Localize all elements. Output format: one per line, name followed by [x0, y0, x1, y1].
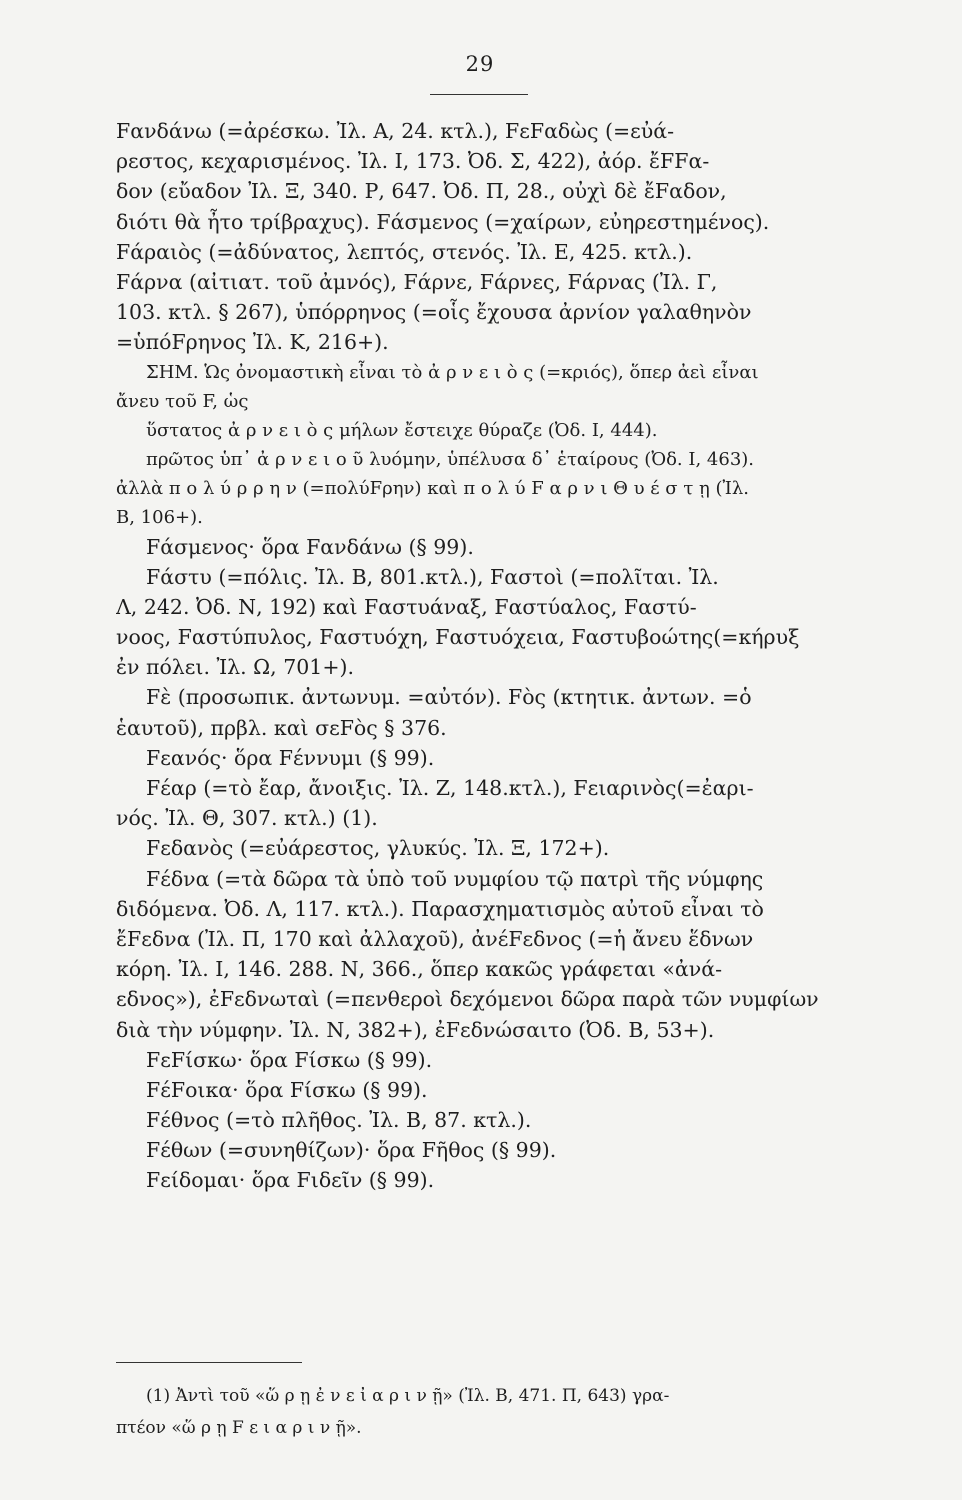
text-line: 103. κτλ. § 267), ὑπόρρηνος (=οἷς ἔχουσα ἀρνίον γαλαθηνὸν	[116, 300, 752, 325]
text-line: ἐν πόλει. Ἰλ. Ω, 701+).	[116, 655, 355, 680]
text-line: κόρη. Ἰλ. Ι, 146. 288. Ν, 366., ὅπερ κακῶς γράφεται «ἀνά-	[116, 957, 722, 982]
text-line: διότι θὰ ἦτο τρίβραχυς). Fάσμενος (=χαίρων, εὐηρεστημένος).	[116, 209, 770, 234]
text-line: διδόμενα. Ὀδ. Λ, 117. κτλ.). Παρασχηματισμὸς αὐτοῦ εἶναι τὸ	[116, 896, 764, 921]
text-line: ρεστος, κεχαρισμένος. Ἰλ. Ι, 173. Ὀδ. Σ, 422), ἀόρ. ἔFFα-	[116, 149, 710, 174]
footnote	[116, 1380, 846, 1444]
text-line: νός. Ἰλ. Θ, 307. κτλ.) (1).	[116, 806, 378, 831]
text-line: Fέαρ (=τὸ ἔαρ, ἄνοιξις. Ἰλ. Ζ, 148.κτλ.), Fειαρινὸς(=ἐαρι-	[146, 776, 754, 800]
text-line: Fέθνος (=τὸ πλῆθος. Ἰλ. Β, 87. κτλ.).	[146, 1108, 532, 1133]
text-line: FεFίσκω· ὅρα Fίσκω (§ 99).	[146, 1047, 433, 1072]
text-line: Λ, 242. Ὀδ. Ν, 192) καὶ Fαστυάναξ, Fαστύαλος, Fαστύ-	[116, 594, 697, 619]
text-line: ἑαυτοῦ), πρβλ. καὶ σεFὸς § 376.	[116, 715, 447, 740]
footnote-rule	[116, 1362, 302, 1363]
text-line: Fάραιὸς (=ἀδύνατος, λεπτός, στενός. Ἰλ. Ε, 425. κτλ.).	[116, 239, 693, 264]
dictionary-entries	[116, 116, 846, 1196]
text-line: διὰ τὴν νύμφην. Ἰλ. Ν, 382+), ἐFεδνώσαιτο (Ὀδ. Β, 53+).	[116, 1017, 715, 1042]
text-line: Fάσμενος· ὅρα Fανδάνω (§ 99).	[146, 534, 474, 559]
text-line: ἔFεδνα (Ἰλ. Π, 170 καὶ ἀλλαχοῦ), ἀνέFεδνος (=ἡ ἄνευ ἕδνων	[116, 926, 754, 951]
text-line: =ὑπόFρηνος Ἰλ. Κ, 216+).	[116, 330, 389, 355]
page-number: 29	[465, 52, 495, 76]
text-line: Fέθων (=συνηθίζων)· ὅρα Fῆθος (§ 99).	[146, 1138, 557, 1163]
footnote-line: (1) Ἀντὶ τοῦ «ὥ ρ ῃ ἐ ν ε ἰ α ρ ι ν ῇ» (Ἰλ. Β, 471. Π, 643) γρα-	[146, 1386, 670, 1406]
note-line: Β, 106+).	[116, 506, 203, 528]
text-line: Fὲ (προσωπικ. ἀντωνυμ. =αὐτόν). Fὸς (κτητικ. ἀντων. =ὁ	[146, 685, 752, 710]
quote-line: ὕστατος ἀ ρ ν ε ι ὸ ς μήλων ἔστειχε θύραζε (Ὀδ. Ι, 444).	[146, 419, 658, 441]
note-line: ἀλλὰ π ο λ ύ ρ ρ η ν (=πολύFρην) καὶ π ο λ ύ F α ρ ν ι Θ υ έ σ τ ῃ (Ἰλ.	[116, 477, 750, 499]
text-line: Fείδομαι· ὅρα Fιδεῖν (§ 99).	[146, 1168, 435, 1193]
text-line: νοος, Fαστύπυλος, Fαστυόχη, Fαστυόχεια, Fαστυβοώτης(=κήρυξ	[116, 625, 800, 650]
text-line: δον (εὔαδον Ἰλ. Ξ, 340. Ρ, 647. Ὀδ. Π, 28., οὐχὶ δὲ ἔFαδον,	[116, 179, 727, 204]
text-line: Fεδανὸς (=εὐάρεστος, γλυκύς. Ἰλ. Ξ, 172+).	[146, 836, 610, 861]
footnote-line: πτέον «ὥ ρ ῃ F ε ι α ρ ι ν ῇ».	[116, 1418, 362, 1438]
text-line: Fάστυ (=πόλις. Ἰλ. Β, 801.κτλ.), Fαστοὶ (=πολῖται. Ἰλ.	[146, 564, 719, 589]
header-rule	[430, 94, 528, 95]
text-line: εδνος»), ἐFεδνωταὶ (=πενθεροὶ δεχόμενοι δῶρα παρὰ τῶν νυμφίων	[116, 987, 819, 1012]
note-line: ἄνευ τοῦ F, ὡς	[116, 390, 249, 412]
text-line: FέFοικα· ὅρα Fίσκω (§ 99).	[146, 1077, 428, 1102]
text-line: Fάρνα (αἰτιατ. τοῦ ἀμνός), Fάρνε, Fάρνες, Fάρνας (Ἰλ. Γ,	[116, 269, 718, 294]
text-line: Fέδνα (=τὰ δῶρα τὰ ὑπὸ τοῦ νυμφίου τῷ πατρὶ τῆς νύμφης	[146, 866, 764, 891]
quote-line: πρῶτος ὑπ᾽ ἀ ρ ν ε ι ο ῦ λυόμην, ὑπέλυσα δ᾽ ἑταίρους (Ὀδ. Ι, 463).	[146, 448, 755, 470]
text-line: Fεανός· ὅρα Fέννυμι (§ 99).	[146, 745, 435, 770]
note-line: ΣΗΜ. Ὡς ὀνομαστικὴ εἶναι τὸ ἀ ρ ν ε ι ὸ ς (=κριός), ὅπερ ἀεὶ εἶναι	[146, 361, 759, 383]
text-line: Fανδάνω (=ἀρέσκω. Ἰλ. Α, 24. κτλ.), FεFαδὼς (=εὐά-	[116, 119, 675, 143]
